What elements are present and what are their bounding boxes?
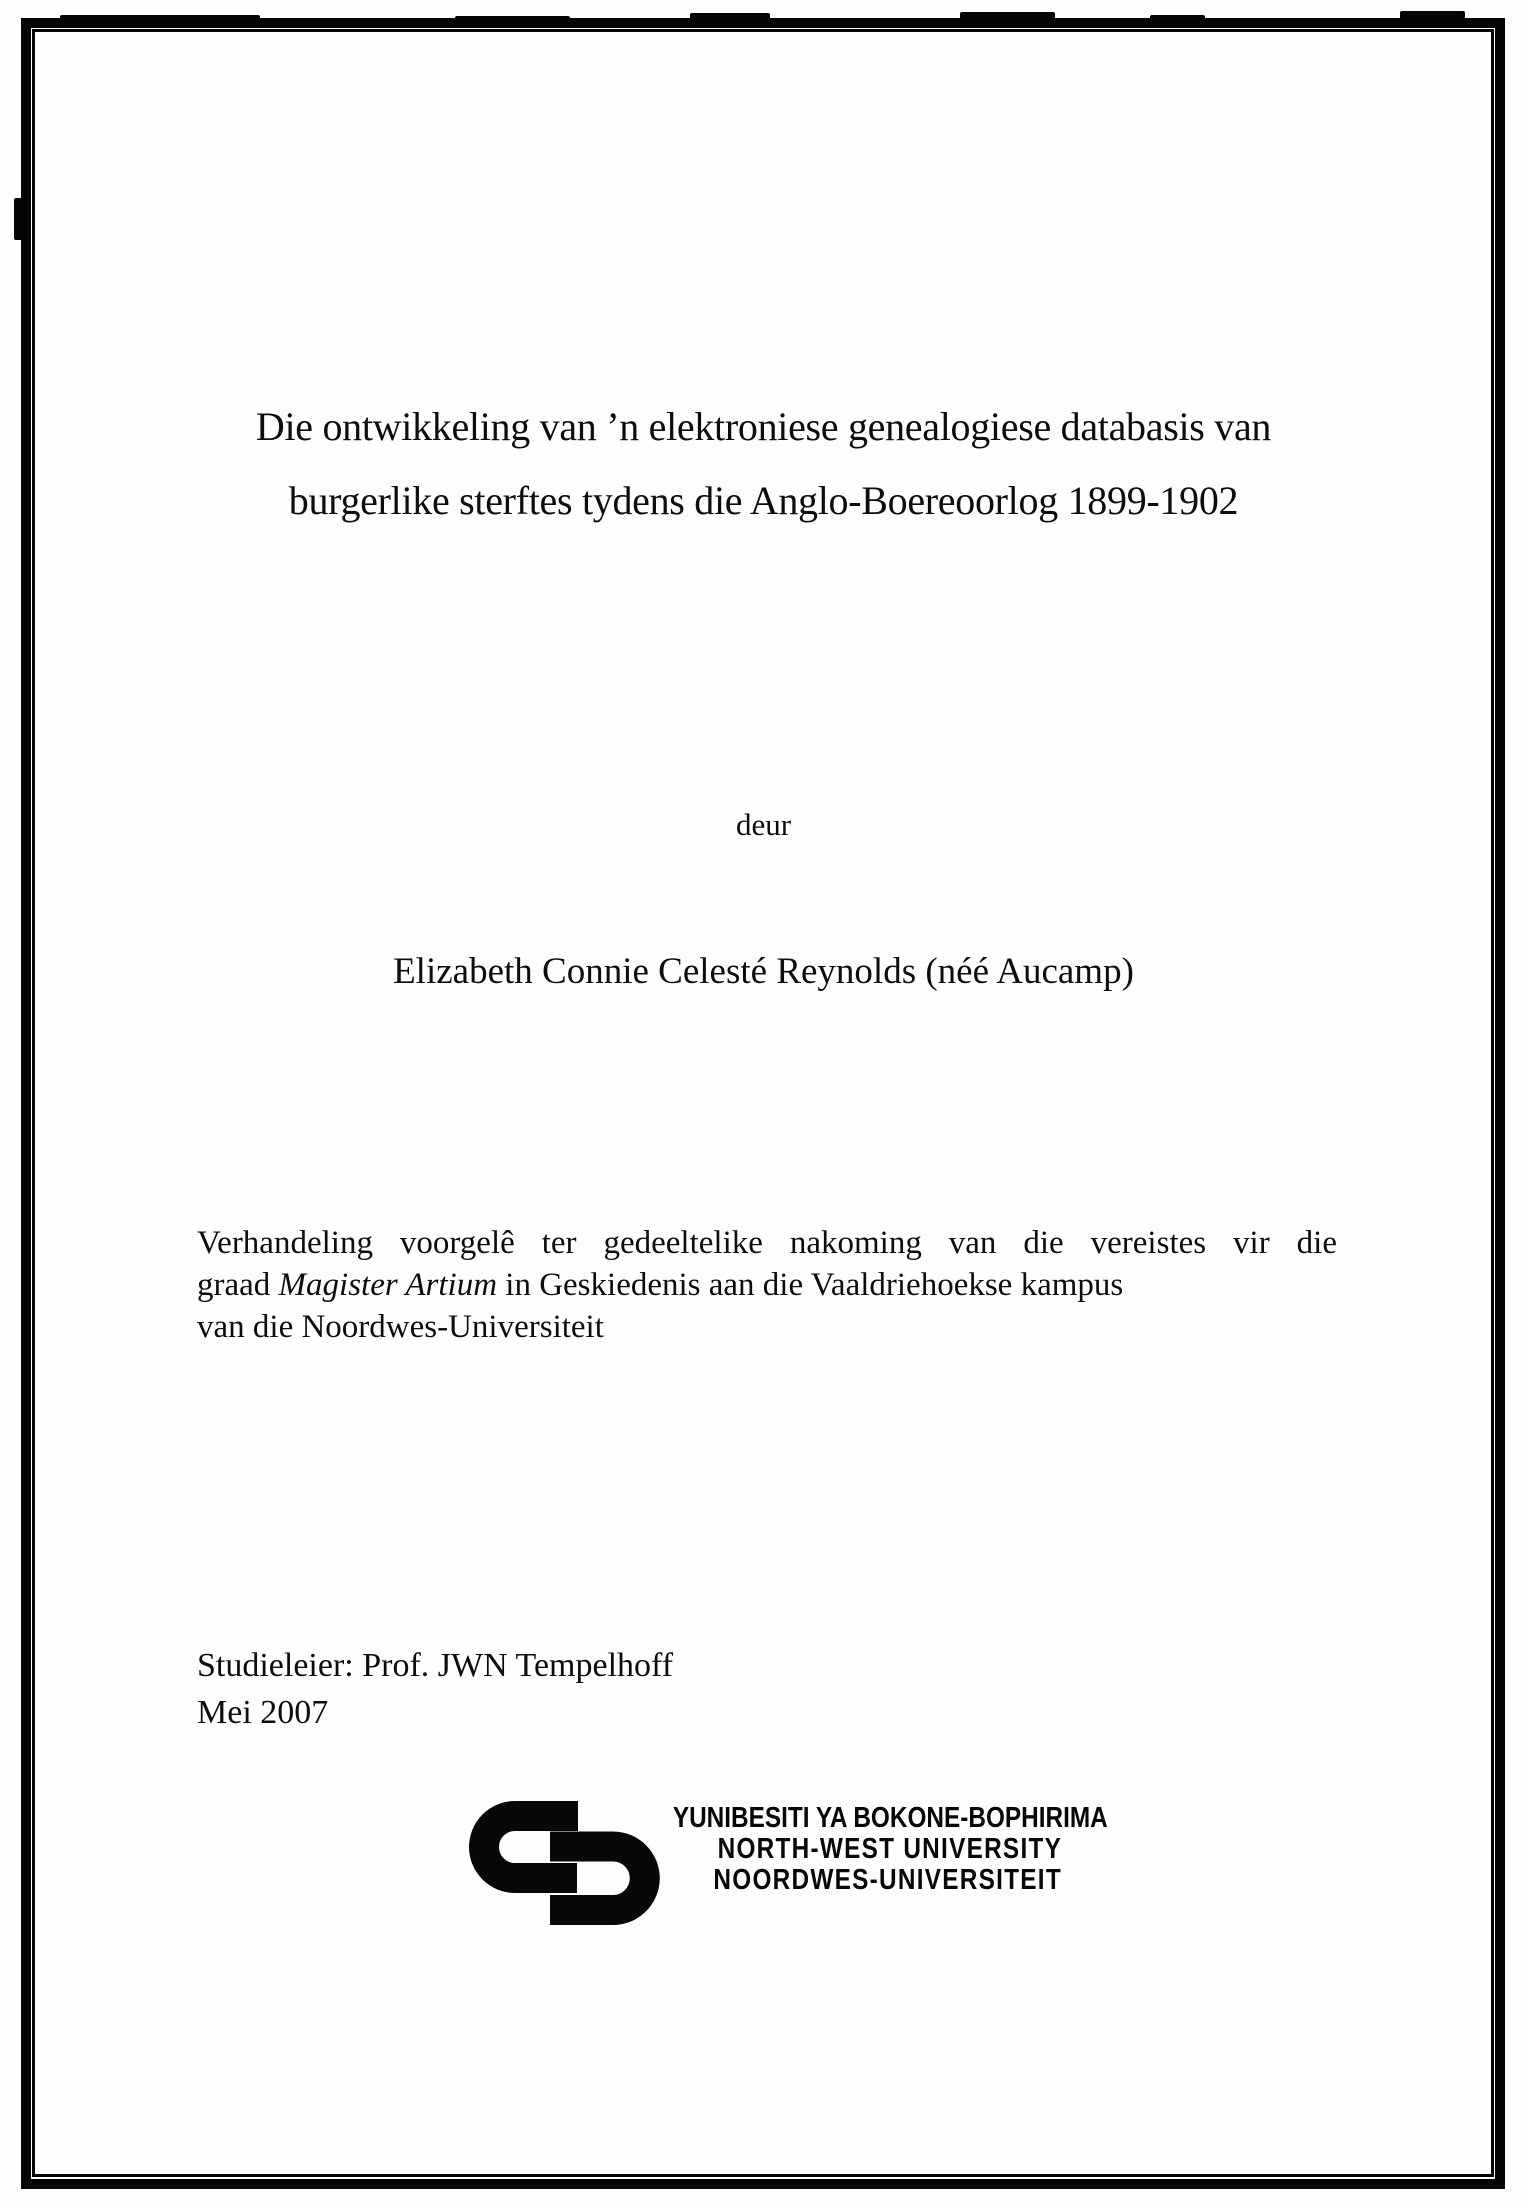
- degree-statement-line1: Verhandeling voorgelê ter gedeeltelike nakoming van die vereistes vir die: [197, 1225, 1337, 1261]
- thesis-title: [100, 390, 1427, 538]
- supervisor-line: Studieleier: Prof. JWN Tempelhoff: [197, 1647, 674, 1684]
- logo-text-line3: NOORDWES-UNIVERSITEIT: [713, 1864, 1062, 1896]
- logo-text-line1: YUNIBESITI YA BOKONE-BOPHIRIMA: [672, 1802, 1108, 1834]
- degree-statement-line2: [197, 1264, 1337, 1306]
- supervisor-block: [197, 1642, 673, 1736]
- date-line: Mei 2007: [197, 1694, 329, 1731]
- thesis-title-line1: Die ontwikkeling van ’n elektroniese genealogiese databasis van: [255, 404, 1272, 449]
- degree-statement-line3: van die Noordwes-Universiteit: [197, 1309, 604, 1345]
- degree-statement: [197, 1222, 1337, 1348]
- degree-statement-line2-pre: graad: [197, 1267, 279, 1303]
- university-logo: [468, 1798, 1108, 1933]
- university-logo-text: [590, 1802, 1108, 1896]
- logo-text-line2: NORTH-WEST UNIVERSITY: [717, 1833, 1062, 1865]
- degree-name-italic: Magister Artium: [278, 1267, 498, 1303]
- author-name: Elizabeth Connie Celesté Reynolds (néé Aucamp): [393, 951, 1134, 992]
- degree-statement-line2-post: in Geskiedenis aan die Vaaldriehoekse kampus: [497, 1267, 1124, 1303]
- byline: deur: [735, 807, 792, 842]
- thesis-title-line2: burgerlike sterftes tydens die Anglo-Boereoorlog 1899-1902: [288, 478, 1239, 523]
